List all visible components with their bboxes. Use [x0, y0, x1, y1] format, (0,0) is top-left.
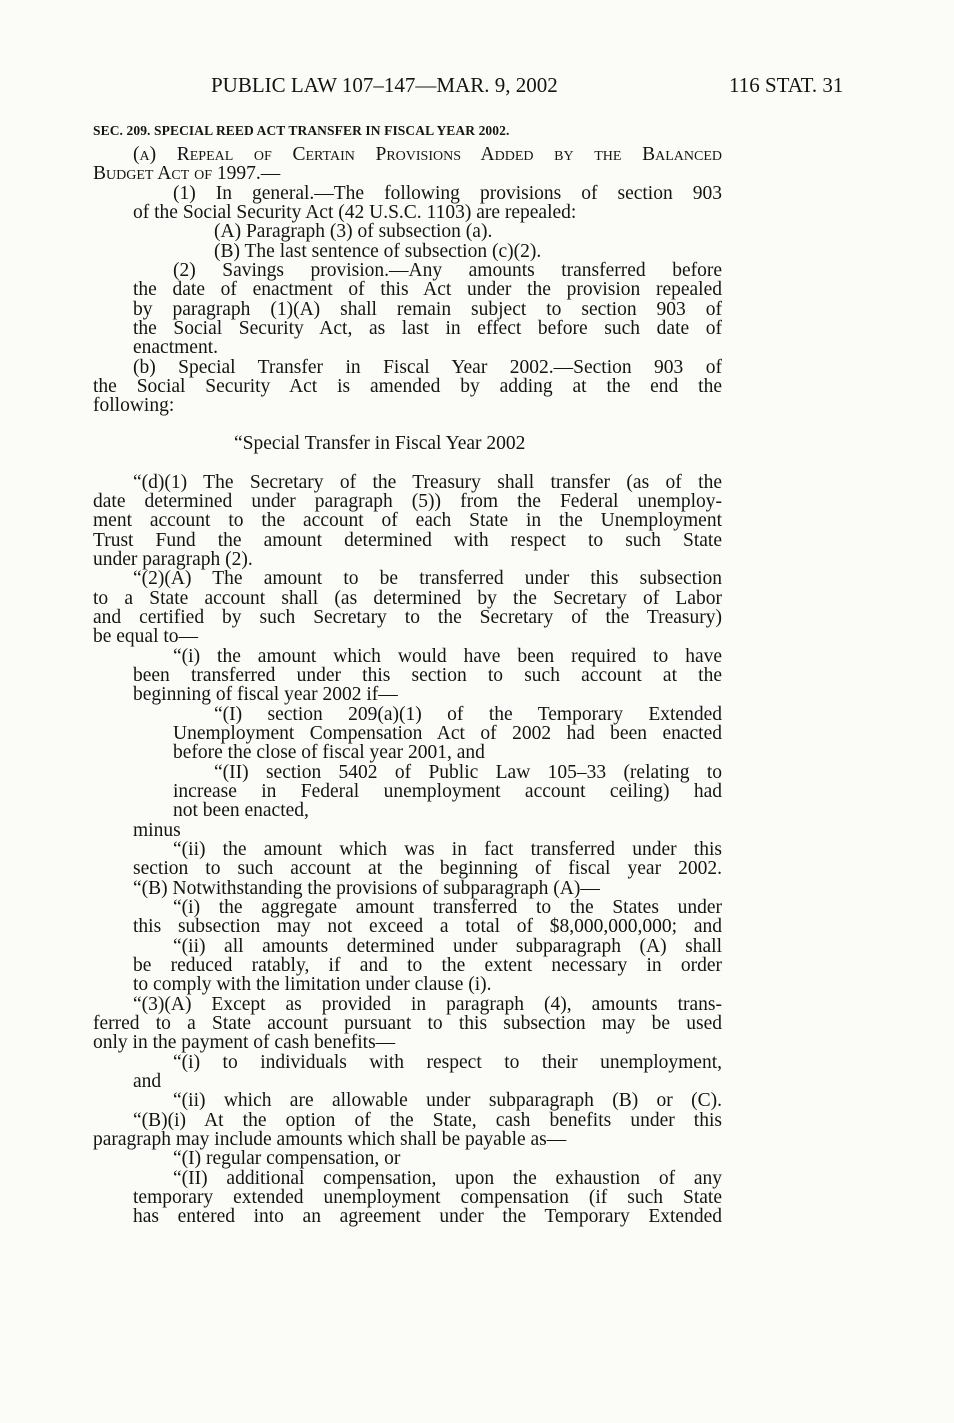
text-line: (2) Savings provision.—Any amounts transferred before	[173, 260, 722, 281]
text-line: only in the payment of cash benefits—	[93, 1032, 396, 1053]
text-line: the date of enactment of this Act under the provision repealed	[133, 279, 722, 300]
text-line: been transferred under this section to such account at the	[133, 665, 722, 686]
text-line: (B) The last sentence of subsection (c)(2).	[214, 241, 542, 262]
text-line: Budget Act of 1997.—	[93, 163, 281, 184]
text-line: enactment.	[133, 337, 218, 358]
text-line: the Social Security Act is amended by adding at the end the	[93, 376, 722, 397]
text-line: “(ii) the amount which was in fact transferred under this	[173, 839, 722, 860]
text-line: “(I) regular compensation, or	[173, 1148, 401, 1169]
text-line: “(i) the aggregate amount transferred to the States under	[173, 897, 722, 918]
text-line: “(B) Notwithstanding the provisions of subparagraph (A)—	[133, 878, 600, 899]
text-line: “(II) additional compensation, upon the exhaustion of any	[173, 1168, 722, 1189]
text-line: “(I) section 209(a)(1) of the Temporary Extended	[214, 704, 722, 725]
text-line: (b) Special Transfer in Fiscal Year 2002.—Section 903 of	[133, 357, 722, 378]
text-line: be equal to—	[93, 626, 199, 647]
text-line: before the close of fiscal year 2001, and	[173, 742, 485, 763]
text-line: “(d)(1) The Secretary of the Treasury shall transfer (as of the	[133, 472, 722, 493]
text-line: section to such account at the beginning of fiscal year 2002.	[133, 858, 722, 879]
subsection-title: “Special Transfer in Fiscal Year 2002	[234, 433, 526, 454]
section-heading: SEC. 209. SPECIAL REED ACT TRANSFER IN FISCAL YEAR 2002.	[93, 123, 510, 138]
text-line: “(ii) all amounts determined under subparagraph (A) shall	[173, 936, 722, 957]
text-line: following:	[93, 395, 175, 416]
text-line: the Social Security Act, as last in effect before such date of	[133, 318, 722, 339]
text-line: not been enacted,	[173, 800, 309, 821]
text-line: (a) Repeal of Certain Provisions Added by the Balanced	[133, 144, 722, 165]
text-line: temporary extended unemployment compensation (if such State	[133, 1187, 722, 1208]
text-line: “(3)(A) Except as provided in paragraph (4), amounts trans-	[133, 994, 722, 1015]
text-line: of the Social Security Act (42 U.S.C. 1103) are repealed:	[133, 202, 577, 223]
text-line: and	[133, 1071, 162, 1092]
text-line: and certified by such Secretary to the Secretary of the Treasury)	[93, 607, 722, 628]
text-line: “(ii) which are allowable under subparagraph (B) or (C).	[173, 1090, 722, 1111]
text-line: by paragraph (1)(A) shall remain subject to section 903 of	[133, 299, 722, 320]
text-line: Unemployment Compensation Act of 2002 had been enacted	[173, 723, 722, 744]
text-line: ment account to the account of each State in the Unemployment	[93, 510, 722, 531]
text-line: beginning of fiscal year 2002 if—	[133, 684, 398, 705]
text-line: under paragraph (2).	[93, 549, 253, 570]
text-line: this subsection may not exceed a total of $8,000,000,000; and	[133, 916, 722, 937]
text-line: paragraph may include amounts which shall be payable as—	[93, 1129, 567, 1150]
text-line: date determined under paragraph (5)) from the Federal unemploy-	[93, 491, 722, 512]
text-line: minus	[133, 820, 181, 841]
text-line: Trust Fund the amount determined with respect to such State	[93, 530, 722, 551]
text-line: “(B)(i) At the option of the State, cash benefits under this	[133, 1110, 722, 1131]
text-line: be reduced ratably, if and to the extent necessary in order	[133, 955, 722, 976]
text-line: to a State account shall (as determined by the Secretary of Labor	[93, 588, 722, 609]
text-line: ferred to a State account pursuant to this subsection may be used	[93, 1013, 722, 1034]
text-line: “(i) the amount which would have been required to have	[173, 646, 722, 667]
text-line: (1) In general.—The following provisions of section 903	[173, 183, 722, 204]
running-header-law: PUBLIC LAW 107–147—MAR. 9, 2002	[211, 73, 558, 97]
text-line: “(2)(A) The amount to be transferred under this subsection	[133, 568, 722, 589]
text-line: (A) Paragraph (3) of subsection (a).	[214, 221, 493, 242]
text-line: “(i) to individuals with respect to their unemployment,	[173, 1052, 722, 1073]
text-line: to comply with the limitation under clause (i).	[133, 974, 492, 995]
text-line: increase in Federal unemployment account ceiling) had	[173, 781, 722, 802]
text-line: has entered into an agreement under the Temporary Extended	[133, 1206, 722, 1227]
text-line: “(II) section 5402 of Public Law 105–33 (relating to	[214, 762, 722, 783]
running-header-stat: 116 STAT. 31	[729, 73, 844, 97]
